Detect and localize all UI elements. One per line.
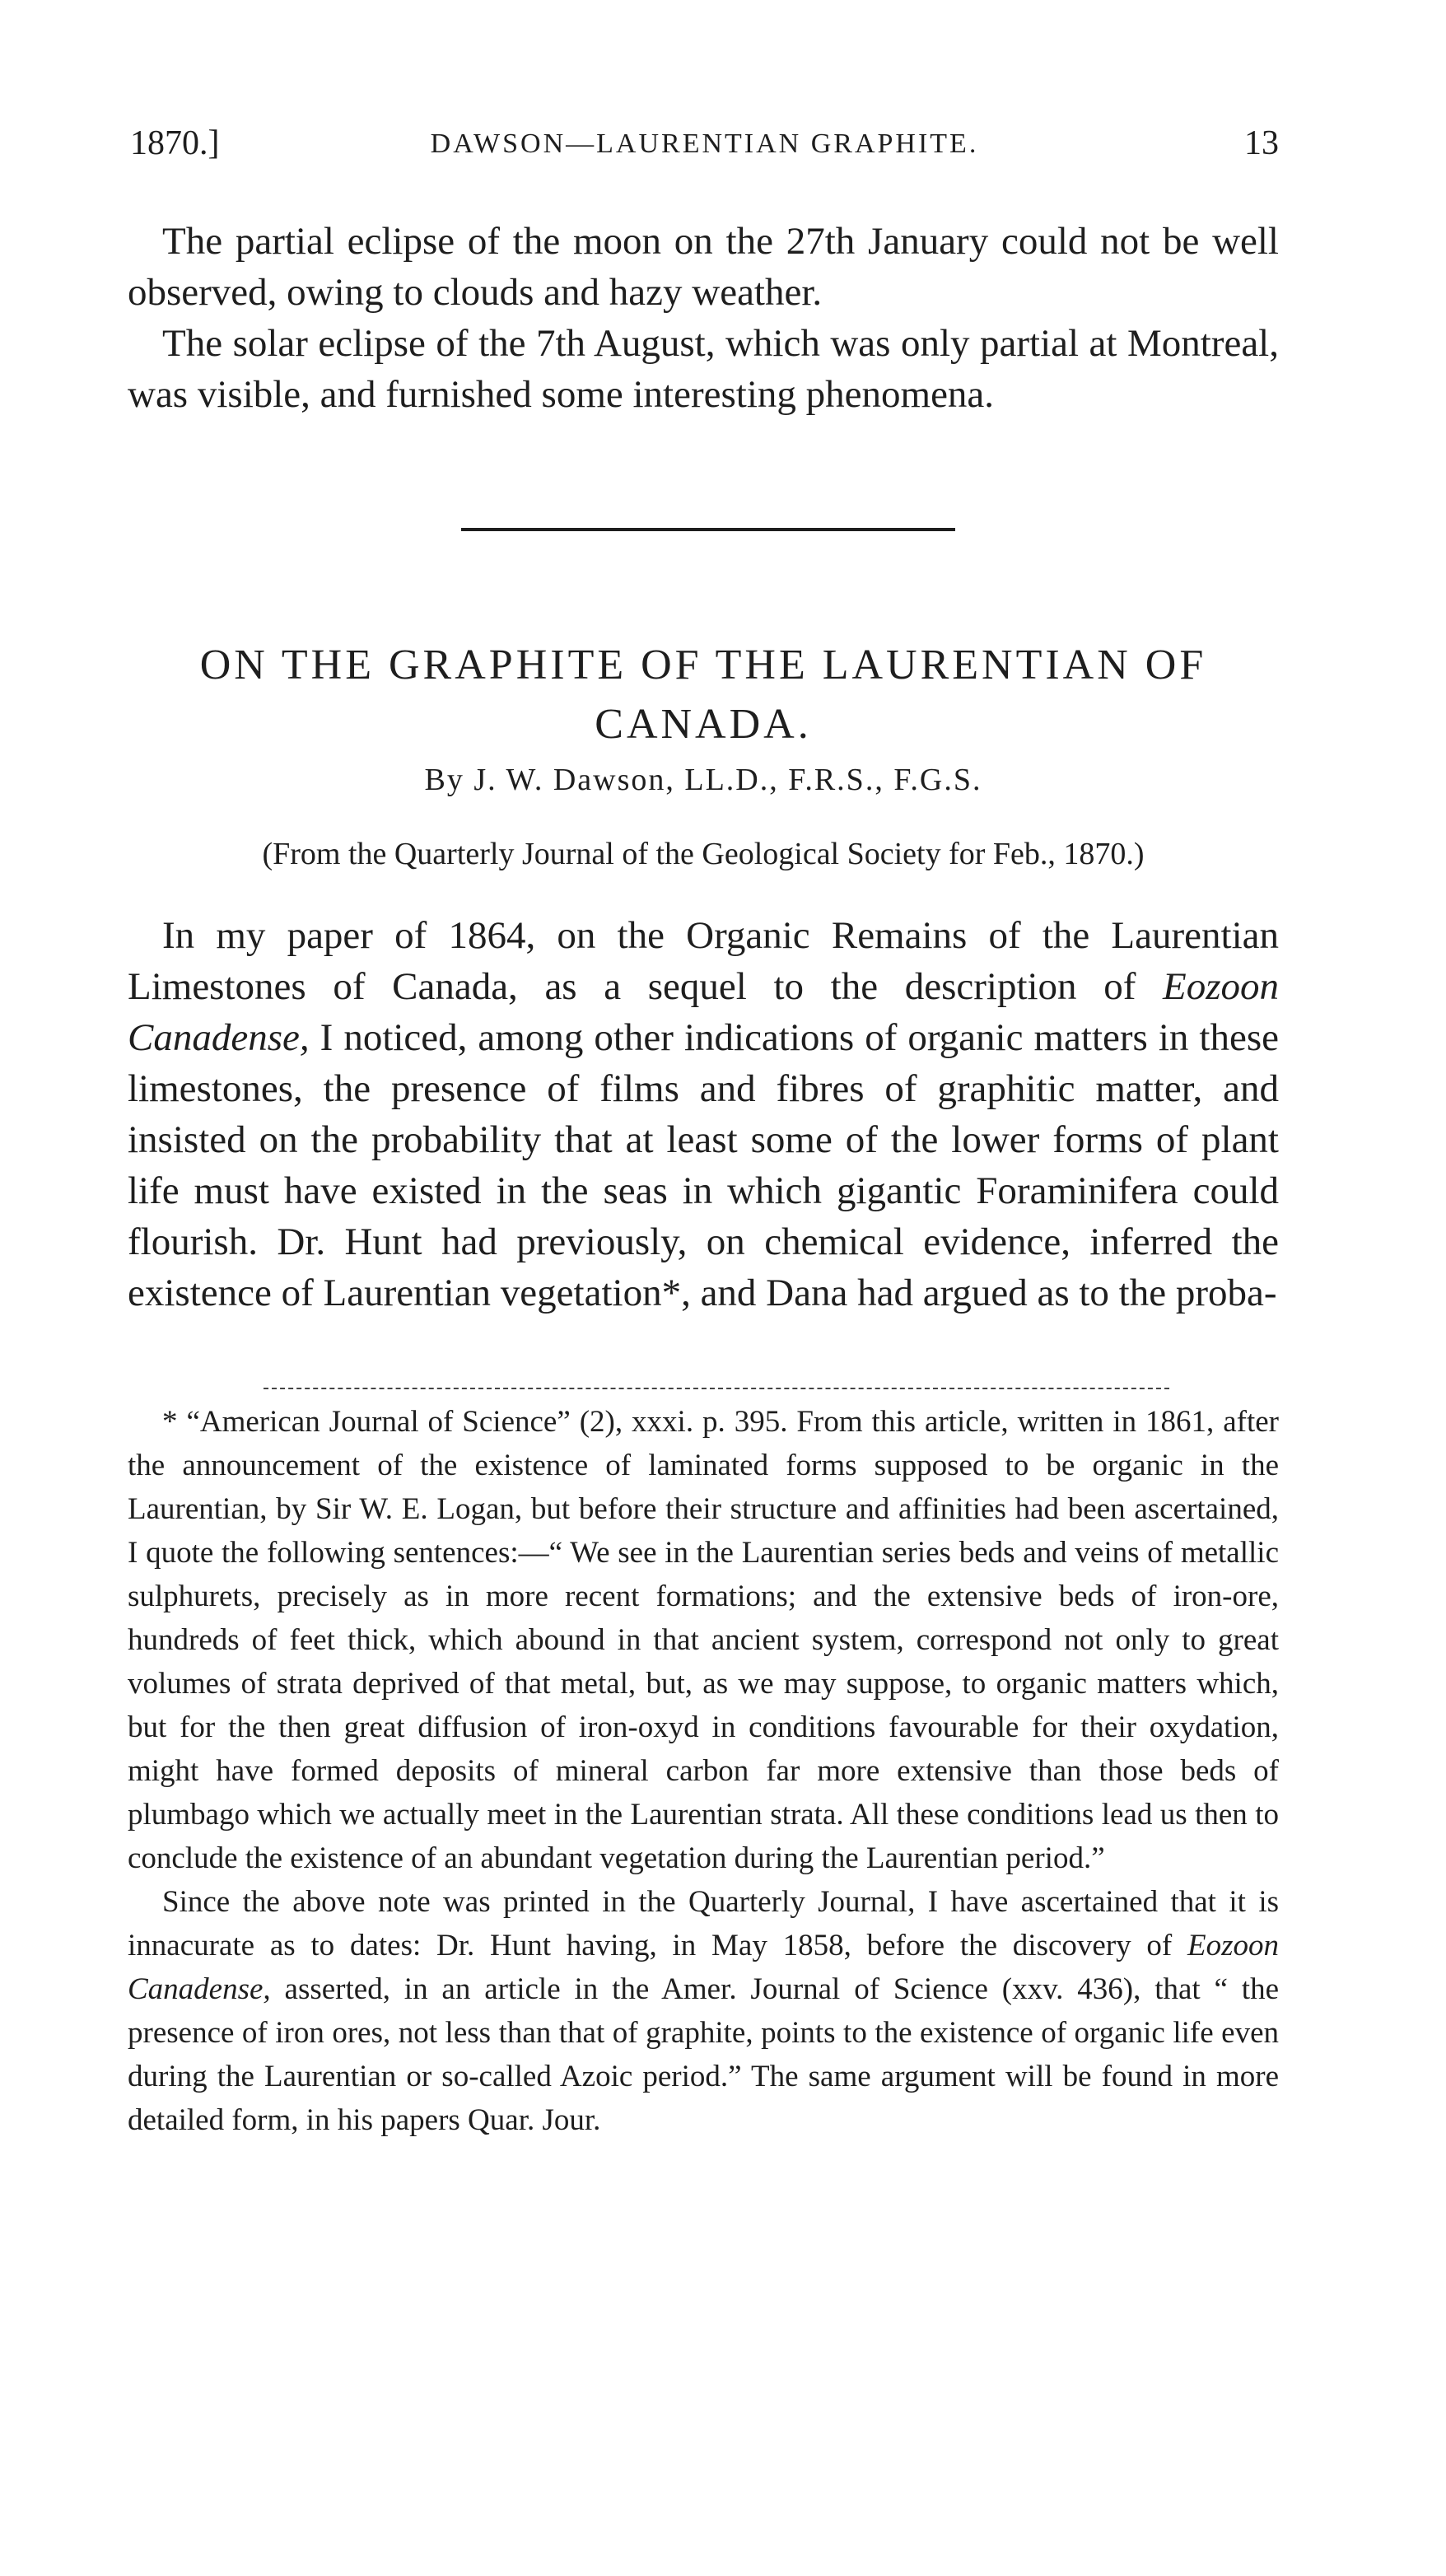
footnote-paragraph-2 (128, 1880, 1279, 2142)
footnote-paragraph-2-text-b: asserted, in an article in the Amer. Journal of Science (xxv. 436), that “ the presence of iron ores, not less than that of graphite, points to the existence of organic life even during the Laurentian or so-called Azoic period.” The same argument will be found in more detailed form, in his papers Quar. Jour. (128, 1972, 1279, 2137)
article-title (128, 636, 1279, 754)
footnote-paragraph-2-text-a: Since the above note was printed in the Quarterly Journal, I have ascertained that it is innacurate as to dates: Dr. Hunt having, in May 1858, before the discovery of (128, 1885, 1279, 1962)
article-body (128, 910, 1279, 1318)
article-paragraph-species-name: Eozoon Canadense, (128, 965, 1279, 1059)
running-head (130, 124, 1279, 173)
article-title-line2: CANADA. (595, 701, 812, 748)
section-divider (461, 528, 955, 531)
article-paragraph-text-a: In my paper of 1864, on the Organic Remains of the Laurentian Limestones of Canada, as a sequel to the description of (128, 914, 1279, 1008)
footnote-species-name: Eozoon Canadense, (128, 1929, 1279, 2006)
footnote-paragraph-1: * “American Journal of Science” (2), xxxi. p. 395. From this article, written in 1861, after the announcement of the existence of laminated forms supposed to be organic in the Laurentian, by Sir W. E. Logan, but before their structure and affinities had been ascertained, I quote the following sentences:—“ We see in the Laurentian series beds and veins of metallic sulphurets, precisely as in more recent formations; and the extensive beds of iron-ore, hundreds of feet thick, which abound in that ancient system, correspond not only to great volumes of strata deprived of that metal, but, as we may suppose, to organic matters which, but for the then great diffusion of iron-oxyd in conditions favourable for their oxydation, might have formed deposits of mineral carbon far more extensive than those beds of plumbago which we actually meet in the Laurentian strata. All these conditions lead us then to conclude the existence of an abundant vegetation during the Laurentian period.” (128, 1405, 1279, 1875)
article-title-line1: ON THE GRAPHITE OF THE LAURENTIAN OF (199, 642, 1207, 688)
article-source-note: (From the Quarterly Journal of the Geological Society for Feb., 1870.) (262, 837, 1145, 871)
intro-text (128, 216, 1279, 420)
running-head-title: DAWSON—LAURENTIAN GRAPHITE. (430, 128, 979, 159)
intro-paragraph-eclipse-sun: The solar eclipse of the 7th August, which was only partial at Montreal, was visible, and furnished some interesting phenomena. (128, 322, 1279, 416)
article-paragraph-text-b: I noticed, among other indications of organic matters in these limestones, the presence of films and fibres of graphitic matter, and insisted on the probability that at least some of the lower forms of plant life must have existed in the seas in which gigantic Foraminifera could flourish. Dr. Hunt had previously, on chemical evidence, inferred the existence of Laurentian vegetation*, and Dana had argued as to the proba- (128, 1016, 1279, 1314)
footnotes (128, 1400, 1279, 2142)
article-paragraph (128, 910, 1279, 1318)
page-number: 13 (1244, 124, 1279, 162)
article-byline: By J. W. Dawson, LL.D., F.R.S., F.G.S. (424, 763, 982, 797)
footnote-separator (264, 1388, 1169, 1389)
intro-paragraph-eclipse-moon: The partial eclipse of the moon on the 27th January could not be well observed, owing to clouds and hazy weather. (128, 220, 1279, 314)
running-head-year: 1870.] (130, 124, 220, 162)
